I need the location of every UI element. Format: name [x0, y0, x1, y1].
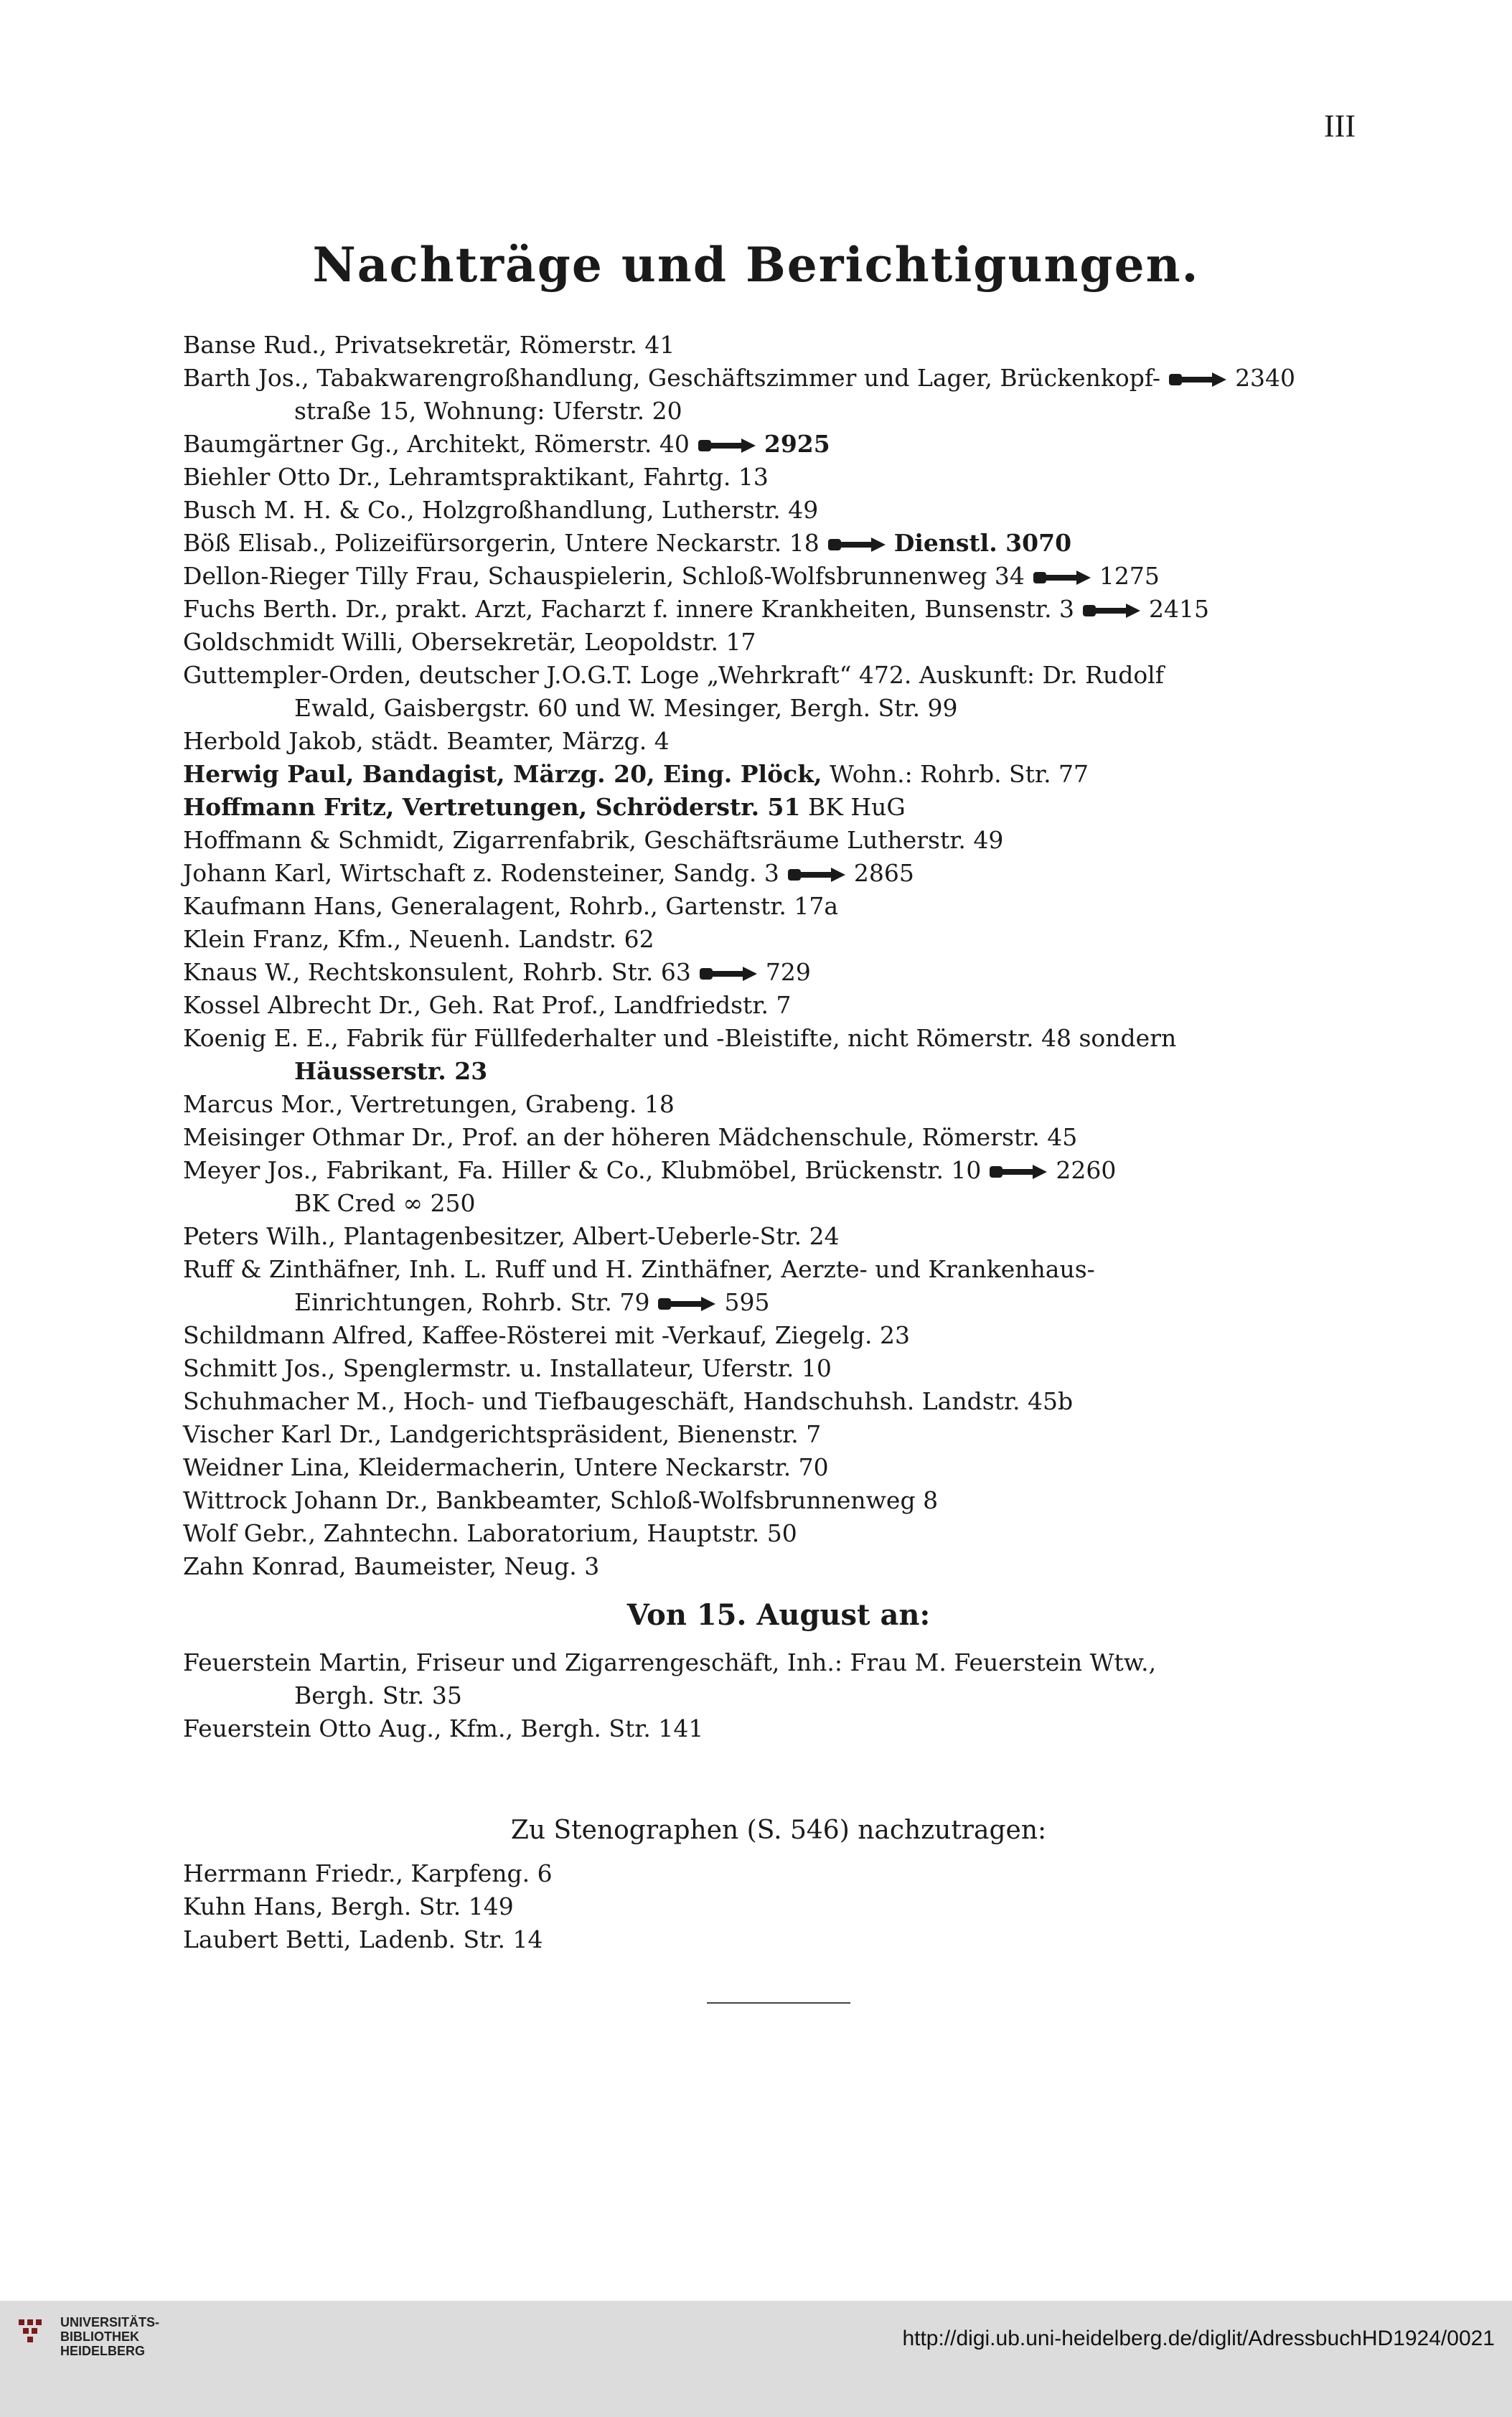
directory-entry [183, 791, 1374, 824]
directory-entry [183, 1121, 1374, 1154]
entries-list [183, 329, 1374, 2004]
directory-entry [183, 1484, 1374, 1517]
entry-text: Barth Jos., Tabakwarengroßhandlung, Geschäftszimmer und Lager, Brückenkopf- [183, 364, 1161, 392]
directory-entry [183, 1154, 1374, 1187]
entry-continuation [183, 1187, 1374, 1220]
section-heading-august: Von 15. August an: [626, 1598, 931, 1632]
entry-text: Feuerstein Martin, Friseur und Zigarrengeschäft, Inh.: Frau M. Feuerstein Wtw., [183, 1648, 1157, 1676]
directory-entry [183, 1088, 1374, 1121]
phone-number: 2340 [1235, 364, 1296, 392]
directory-entry [183, 527, 1374, 560]
directory-entry [183, 1352, 1374, 1385]
telephone-icon [657, 1295, 717, 1313]
phone-number: 2260 [1056, 1156, 1117, 1184]
entry-text: Goldschmidt Willi, Obersekretär, Leopoldstr. 17 [183, 628, 756, 656]
entry-text: Fuchs Berth. Dr., prakt. Arzt, Facharzt f. innere Krankheiten, Bunsenstr. 3 [183, 595, 1075, 623]
entry-text: Laubert Betti, Ladenb. Str. 14 [183, 1925, 543, 1953]
directory-entry [183, 725, 1374, 758]
phone-number: 595 [724, 1288, 770, 1316]
directory-entry [183, 1712, 1374, 1745]
directory-entry [183, 362, 1374, 395]
directory-entry [183, 1385, 1374, 1418]
entry-text: Kossel Albrecht Dr., Geh. Rat Prof., Landfriedstr. 7 [183, 991, 792, 1019]
directory-entry [183, 1022, 1374, 1055]
directory-entry [183, 593, 1374, 626]
divider [707, 2002, 850, 2004]
library-name-line: BIBLIOTHEK [60, 2329, 139, 2344]
footer-bar [0, 2301, 1512, 2417]
entry-text: Wolf Gebr., Zahntechn. Laboratorium, Hauptstr. 50 [183, 1519, 797, 1547]
telephone-icon [988, 1163, 1048, 1181]
library-name-line: UNIVERSITÄTS- [60, 2315, 160, 2329]
entry-text: Dellon-Rieger Tilly Frau, Schauspielerin, Schloß-Wolfsbrunnenweg 34 [183, 562, 1025, 590]
directory-entry [183, 1220, 1374, 1253]
entry-text: Zahn Konrad, Baumeister, Neug. 3 [183, 1552, 600, 1580]
directory-entry [183, 461, 1374, 494]
telephone-icon [1032, 568, 1092, 587]
entry-continuation [183, 395, 1374, 428]
entry-continuation [183, 1679, 1374, 1712]
telephone-icon [827, 535, 887, 554]
entry-text-secondary: Wohn.: Rohrb. Str. 77 [822, 760, 1089, 788]
entry-text: Meyer Jos., Fabrikant, Fa. Hiller & Co., Klubmöbel, Brückenstr. 10 [183, 1156, 982, 1184]
directory-entry [183, 890, 1374, 923]
directory-entry [183, 1517, 1374, 1550]
continuation-text: Ewald, Gaisbergstr. 60 und W. Mesinger, Bergh. Str. 99 [294, 694, 958, 722]
section-heading-stenographen: Zu Stenographen (S. 546) nachzutragen: [510, 1816, 1047, 1845]
entry-text: Koenig E. E., Fabrik für Füllfederhalter und -Bleistifte, nicht Römerstr. 48 sondern [183, 1024, 1177, 1052]
library-logo-icon [14, 2314, 55, 2354]
directory-entry [183, 494, 1374, 527]
directory-entry [183, 1550, 1374, 1583]
directory-entry [183, 1319, 1374, 1352]
entry-text: Kaufmann Hans, Generalagent, Rohrb., Gartenstr. 17a [183, 892, 839, 920]
directory-entry [183, 659, 1374, 692]
continuation-text: BK Cred ∞ 250 [294, 1189, 476, 1217]
entry-text: Weidner Lina, Kleidermacherin, Untere Neckarstr. 70 [183, 1453, 829, 1481]
directory-entry [183, 824, 1374, 857]
page-title: Nachträge und Berichtigungen. [312, 237, 1200, 293]
entry-text: Biehler Otto Dr., Lehramtspraktikant, Fahrtg. 13 [183, 463, 769, 491]
source-url-link[interactable]: http://digi.ub.uni-heidelberg.de/diglit/AdressbuchHD1924/0021 [902, 2327, 1495, 2350]
entry-text: Vischer Karl Dr., Landgerichtspräsident, Bienenstr. 7 [183, 1420, 822, 1448]
page-number: III [1324, 108, 1356, 144]
entry-text: Klein Franz, Kfm., Neuenh. Landstr. 62 [183, 925, 654, 953]
continuation-text: Bergh. Str. 35 [294, 1681, 462, 1709]
directory-entry [183, 626, 1374, 659]
entry-continuation [183, 1055, 1374, 1088]
entry-text: Kuhn Hans, Bergh. Str. 149 [183, 1892, 514, 1920]
phone-number: 1275 [1099, 562, 1160, 590]
entry-text: Wittrock Johann Dr., Bankbeamter, Schloß-Wolfsbrunnenweg 8 [183, 1486, 939, 1514]
entry-text: Knaus W., Rechtskonsulent, Rohrb. Str. 63 [183, 958, 691, 986]
directory-entry [183, 1923, 1374, 1956]
telephone-icon [1168, 370, 1228, 389]
directory-entry [183, 1451, 1374, 1484]
entry-text: Hoffmann & Schmidt, Zigarrenfabrik, Geschäftsräume Lutherstr. 49 [183, 826, 1004, 854]
entry-text: Herbold Jakob, städt. Beamter, Märzg. 4 [183, 727, 670, 755]
directory-entry [183, 989, 1374, 1022]
entry-text: Böß Elisab., Polizeifürsorgerin, Untere Neckarstr. 18 [183, 529, 820, 557]
entry-text: Busch M. H. & Co., Holzgroßhandlung, Lutherstr. 49 [183, 496, 819, 524]
directory-entry [183, 923, 1374, 956]
entry-text: Hoffmann Fritz, Vertretungen, Schröderstr. 51 [183, 793, 801, 821]
entry-text: Guttempler-Orden, deutscher J.O.G.T. Loge „Wehrkraft“ 472. Auskunft: Dr. Rudolf [183, 661, 1164, 689]
continuation-text: Einrichtungen, Rohrb. Str. 79 [294, 1288, 650, 1316]
entry-continuation [183, 1286, 1374, 1319]
telephone-icon [1081, 601, 1142, 620]
entry-text: Johann Karl, Wirtschaft z. Rodensteiner, Sandg. 3 [183, 859, 779, 887]
phone-number: 2415 [1149, 595, 1210, 623]
directory-entry [183, 1253, 1374, 1286]
entry-text: Ruff & Zinthäfner, Inh. L. Ruff und H. Zinthäfner, Aerzte- und Krankenhaus- [183, 1255, 1095, 1283]
entry-text: Herwig Paul, Bandagist, Märzg. 20, Eing. Plöck, [183, 760, 822, 788]
entry-text: Peters Wilh., Plantagenbesitzer, Albert-Ueberle-Str. 24 [183, 1222, 840, 1250]
directory-entry [183, 560, 1374, 593]
entry-text: Schmitt Jos., Spenglermstr. u. Installateur, Uferstr. 10 [183, 1354, 832, 1382]
phone-number: 2865 [853, 859, 914, 887]
directory-entry [183, 956, 1374, 989]
phone-number: 729 [765, 958, 811, 986]
continuation-text: straße 15, Wohnung: Uferstr. 20 [294, 397, 682, 425]
entry-text: Baumgärtner Gg., Architekt, Römerstr. 40 [183, 430, 690, 458]
directory-entry [183, 428, 1374, 461]
directory-entry [183, 1418, 1374, 1451]
telephone-icon [697, 436, 757, 455]
entry-text: Meisinger Othmar Dr., Prof. an der höheren Mädchenschule, Römerstr. 45 [183, 1123, 1078, 1151]
directory-entry [183, 857, 1374, 890]
directory-entry [183, 329, 1374, 362]
entry-text: Marcus Mor., Vertretungen, Grabeng. 18 [183, 1090, 675, 1118]
directory-entry [183, 1890, 1374, 1923]
entry-text: Banse Rud., Privatsekretär, Römerstr. 41 [183, 331, 675, 359]
entry-continuation [183, 692, 1374, 725]
phone-number: Dienstl. 3070 [893, 529, 1072, 557]
entry-text: Feuerstein Otto Aug., Kfm., Bergh. Str. 141 [183, 1714, 704, 1742]
entry-text: Herrmann Friedr., Karpfeng. 6 [183, 1859, 553, 1887]
telephone-icon [786, 865, 847, 884]
continuation-text: Häusserstr. 23 [294, 1057, 488, 1085]
telephone-icon [698, 965, 759, 983]
entry-text-secondary: BK HuG [800, 793, 906, 821]
library-name [60, 2315, 159, 2358]
directory-entry [183, 1857, 1374, 1890]
entry-text: Schuhmacher M., Hoch- und Tiefbaugeschäft, Handschuhsh. Landstr. 45b [183, 1387, 1074, 1415]
directory-entry [183, 758, 1374, 791]
library-name-line: HEIDELBERG [60, 2344, 146, 2358]
entry-text: Schildmann Alfred, Kaffee-Rösterei mit -Verkauf, Ziegelg. 23 [183, 1321, 911, 1349]
directory-entry [183, 1646, 1374, 1679]
phone-number: 2925 [764, 430, 830, 458]
